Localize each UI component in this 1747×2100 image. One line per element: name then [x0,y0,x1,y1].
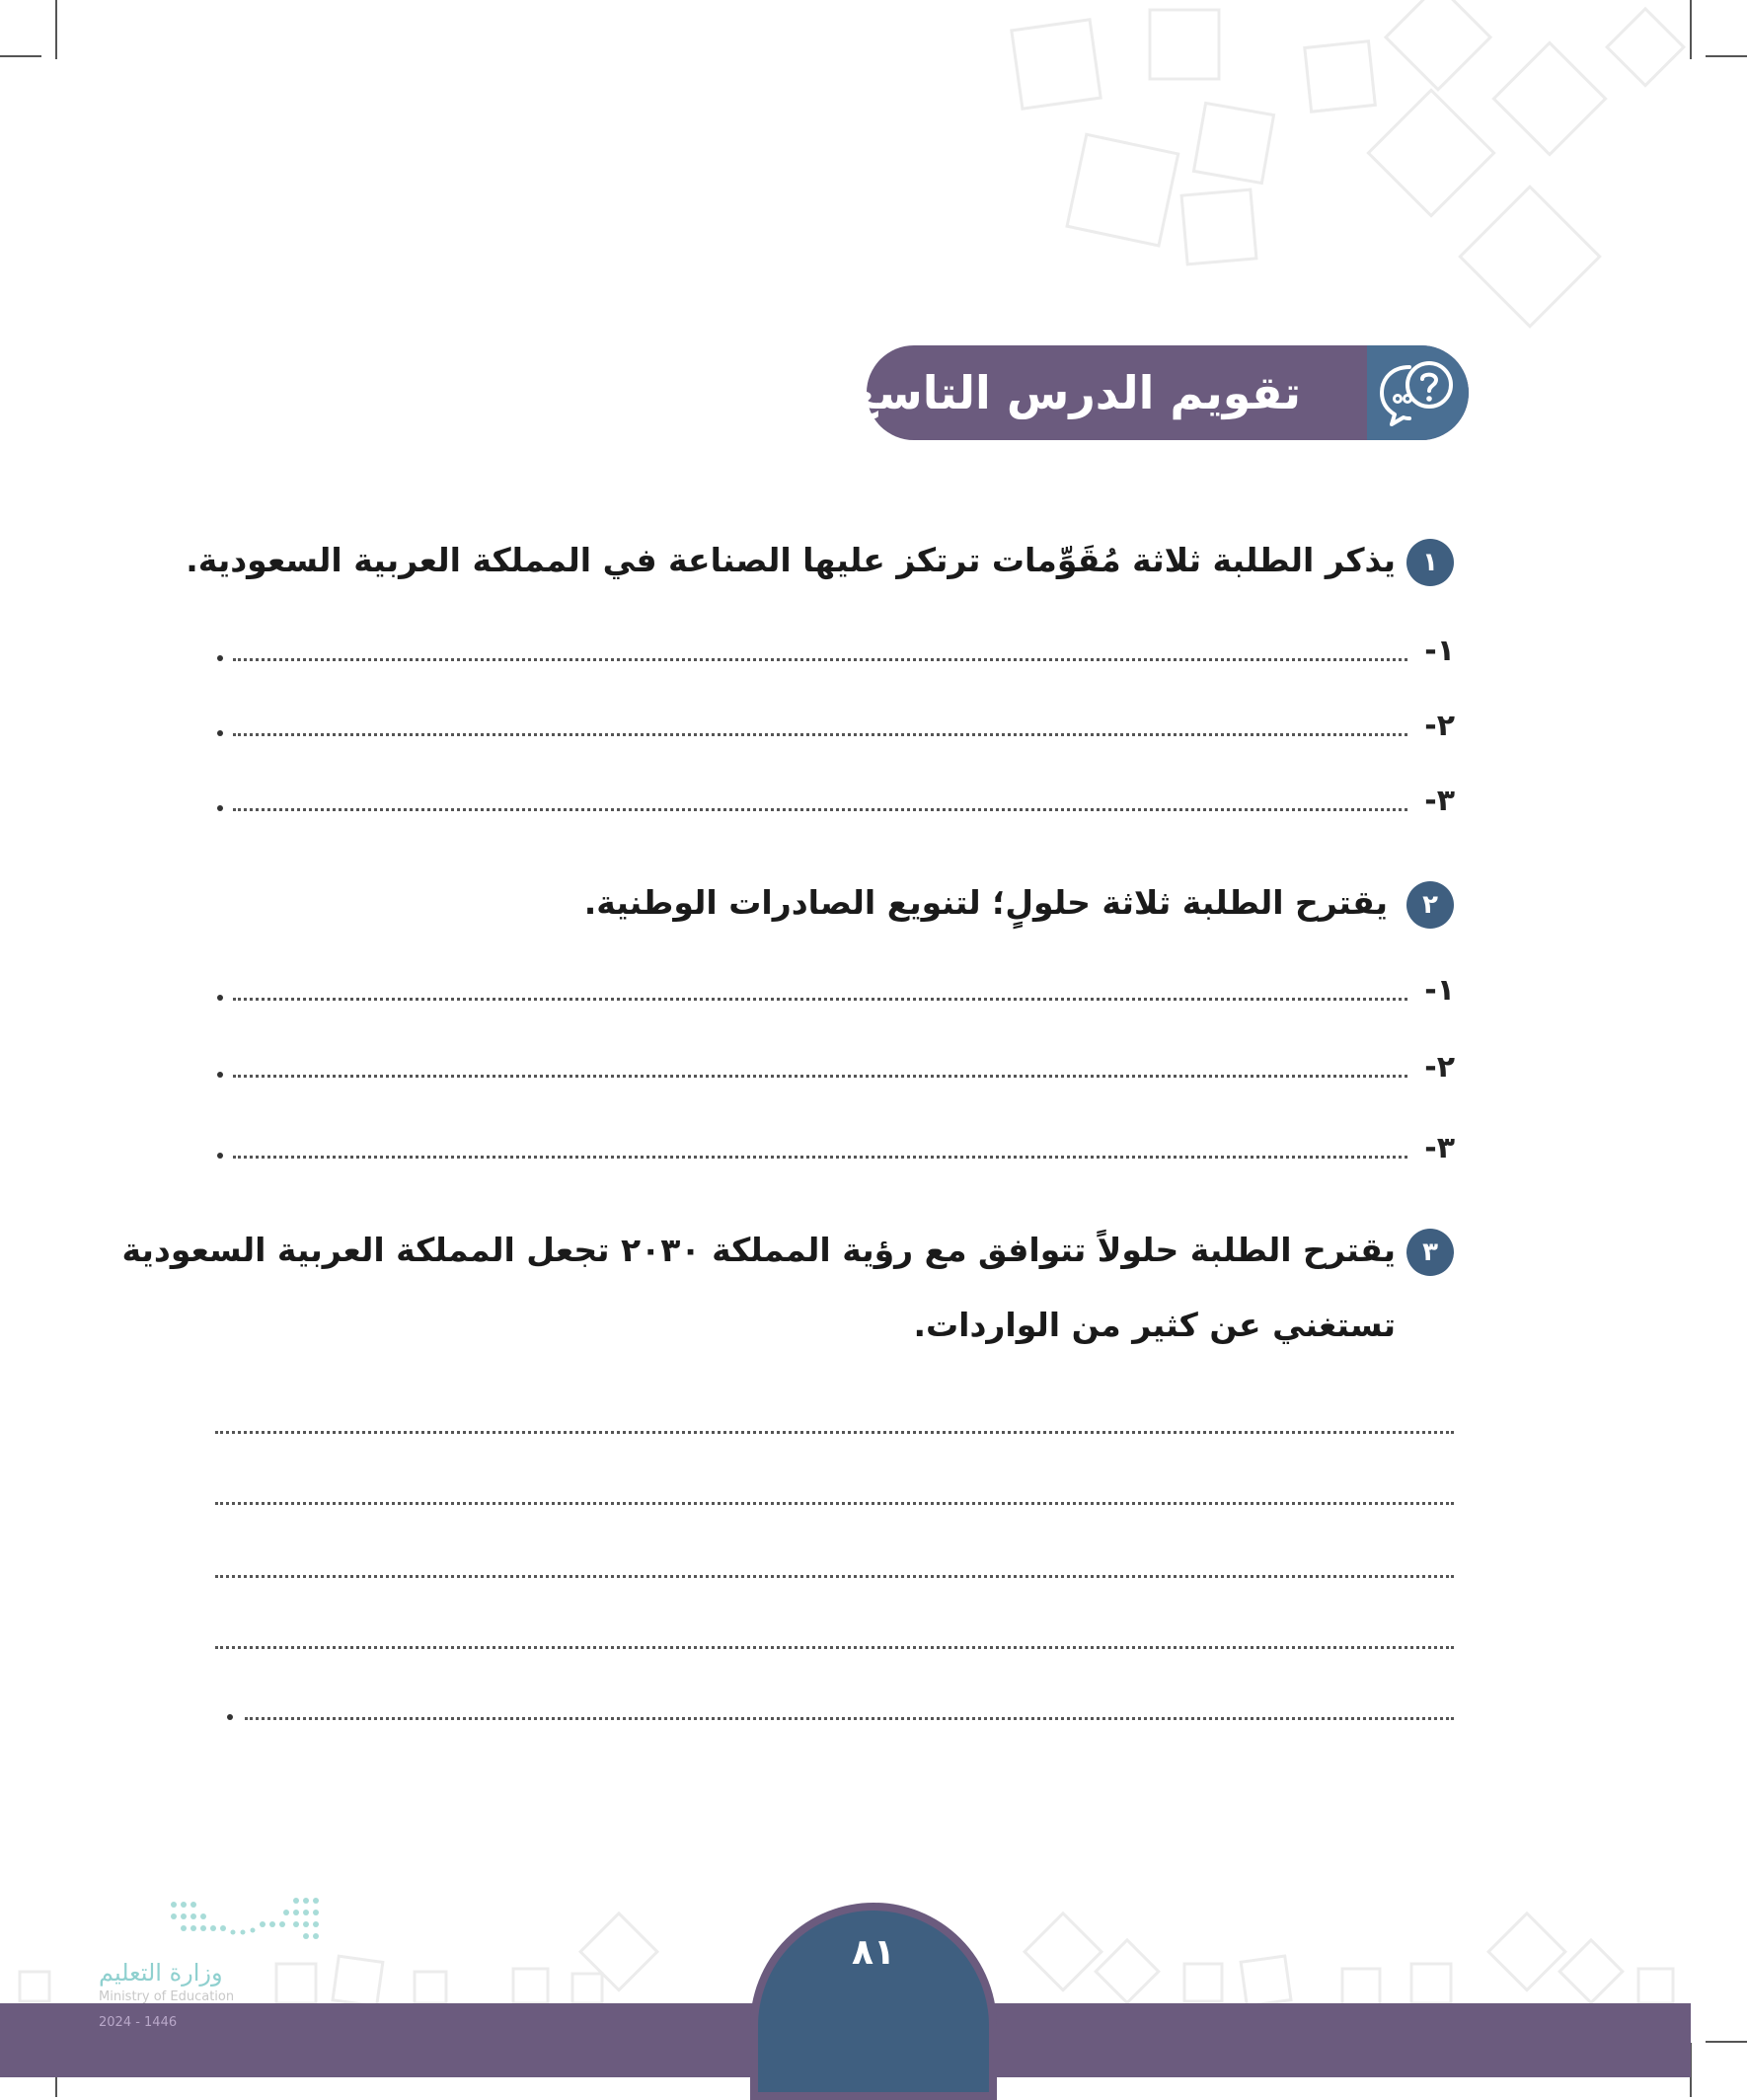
answer-label: ١- [1424,973,1455,1008]
answer-line[interactable] [233,998,1407,1001]
answer-end-dot [217,655,223,661]
ministry-logo-subtitle: Ministry of Education [99,1989,235,2004]
answer-line[interactable] [245,1717,1454,1720]
answer-line[interactable] [233,658,1407,661]
answer-label: ٣- [1424,1131,1455,1165]
answer-line[interactable] [215,1646,1454,1649]
answer-label: ٢- [1424,1050,1455,1085]
answer-end-dot [217,730,223,736]
answer-line[interactable] [233,733,1407,736]
answer-line[interactable] [215,1502,1454,1505]
question-number-badge: ١ [1406,539,1454,586]
answer-line[interactable] [233,1156,1407,1159]
ministry-logo-dots-icon [168,1895,326,1954]
answer-line[interactable] [233,808,1407,811]
question-number-badge: ٣ [1406,1229,1454,1276]
question-text-continued: تستغني عن كثير من الواردات. [913,1306,1396,1344]
question-text: يذكر الطلبة ثلاثة مُقَوِّمات ترتكز عليها الصناعة في المملكة العربية السعودية. [186,541,1396,579]
answer-line[interactable] [215,1575,1454,1578]
page-number: ٨١ [852,1932,895,1973]
answer-label: ٢- [1424,709,1455,743]
answer-label: ١- [1424,634,1455,668]
answer-end-dot [217,1072,223,1078]
ministry-logo-year: 2024 - 1446 [99,2015,178,2030]
lesson-title: تقويم الدرس التاسع [847,366,1301,419]
answer-line[interactable] [233,1075,1407,1078]
question-number-badge: ٢ [1406,881,1454,929]
ministry-logo-text: وزارة التعليم [99,1959,223,1987]
answer-line[interactable] [215,1431,1454,1434]
question-chat-icon [1374,353,1463,432]
question-text: يقترح الطلبة حلولاً تتوافق مع رؤية المملكة ٢٠٣٠ تجعل المملكة العربية السعودية [121,1231,1396,1269]
answer-end-dot [217,1153,223,1159]
question-text: يقترح الطلبة ثلاثة حلولٍ؛ لتنويع الصادرات الوطنية. [583,883,1388,922]
answer-end-dot [217,805,223,811]
answer-label: ٣- [1424,784,1455,818]
answer-end-dot [227,1714,233,1720]
answer-end-dot [217,995,223,1001]
